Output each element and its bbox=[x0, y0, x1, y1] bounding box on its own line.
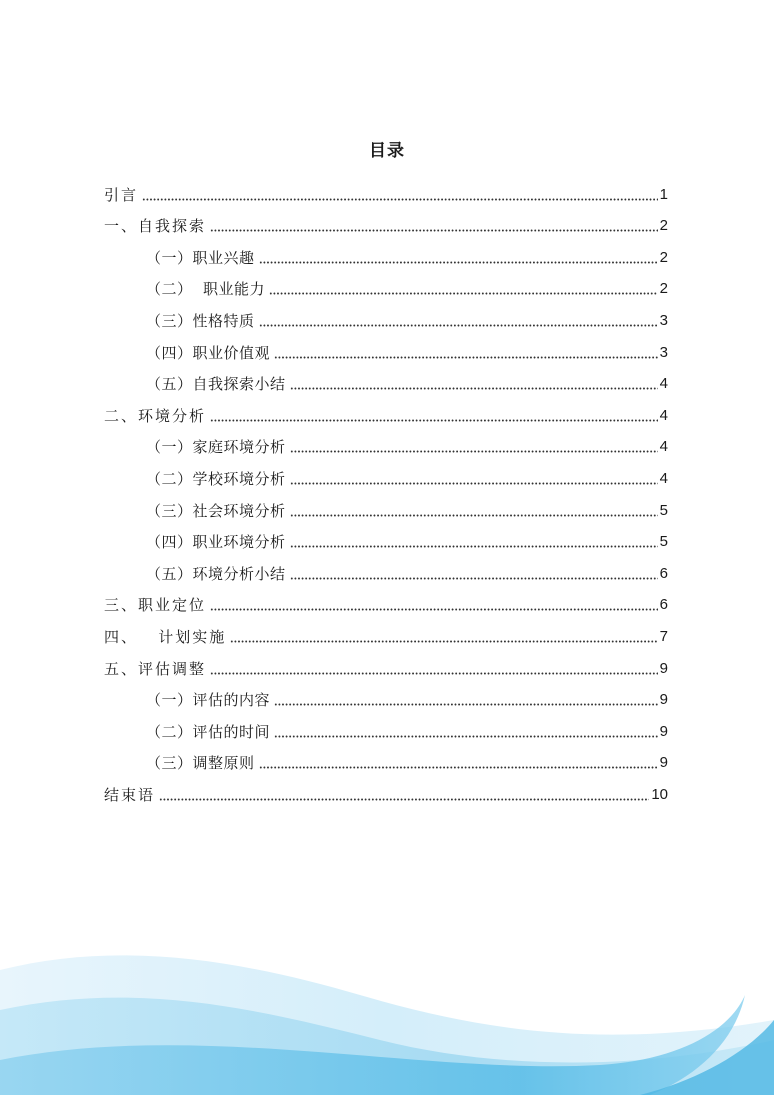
toc-entry-text: （三）调整原则 bbox=[146, 754, 255, 773]
toc-entry-text: （二）评估的时间 bbox=[146, 722, 271, 741]
toc-title: 目录 bbox=[369, 141, 405, 161]
toc-leader-dots bbox=[210, 405, 658, 427]
toc-leader-dots bbox=[274, 721, 658, 743]
toc-leader-dots bbox=[259, 310, 658, 332]
toc-leader-dots bbox=[230, 626, 657, 648]
toc-entry-career-values[interactable] bbox=[0, 332, 668, 364]
table-of-contents bbox=[0, 174, 774, 806]
toc-entry-career-positioning[interactable] bbox=[0, 585, 668, 617]
toc-entry-text: 三、职业定位 bbox=[104, 596, 207, 615]
toc-entry-evaluation-content[interactable] bbox=[0, 680, 668, 712]
toc-leader-dots bbox=[290, 500, 658, 522]
toc-entry-adjustment-principles[interactable] bbox=[0, 743, 668, 775]
toc-leader-dots bbox=[274, 689, 658, 711]
toc-entry-text: （五）自我探索小结 bbox=[146, 375, 286, 394]
toc-entry-environment-summary[interactable] bbox=[0, 553, 668, 585]
toc-entry-text: 一、自我探索 bbox=[104, 217, 207, 236]
decorative-wave-background bbox=[0, 900, 774, 1095]
toc-page-number: 9 bbox=[659, 659, 668, 677]
toc-leader-dots bbox=[290, 563, 658, 585]
toc-entry-text: 五、评估调整 bbox=[104, 659, 207, 678]
toc-leader-dots bbox=[259, 752, 658, 774]
toc-entry-social-environment[interactable] bbox=[0, 490, 668, 522]
toc-entry-text: （四）职业价值观 bbox=[146, 343, 271, 362]
toc-page-number: 5 bbox=[659, 533, 668, 551]
toc-entry-conclusion[interactable] bbox=[0, 774, 668, 806]
toc-entry-environment-analysis[interactable] bbox=[0, 395, 668, 427]
toc-entry-evaluation-time[interactable] bbox=[0, 711, 668, 743]
toc-page-number: 6 bbox=[659, 564, 668, 582]
toc-entry-text: 引言 bbox=[104, 185, 139, 204]
toc-leader-dots bbox=[290, 531, 658, 553]
toc-page-number: 4 bbox=[659, 375, 668, 393]
toc-page-number: 4 bbox=[659, 406, 668, 424]
toc-page-number: 10 bbox=[651, 785, 668, 803]
toc-entry-text: （三）社会环境分析 bbox=[146, 501, 286, 520]
toc-entry-career-environment[interactable] bbox=[0, 522, 668, 554]
toc-page-number: 2 bbox=[659, 248, 668, 266]
toc-entry-text: （二） 职业能力 bbox=[146, 280, 266, 299]
toc-entry-career-interest[interactable] bbox=[0, 237, 668, 269]
toc-entry-text: （一）家庭环境分析 bbox=[146, 438, 286, 457]
toc-leader-dots bbox=[142, 184, 658, 206]
toc-leader-dots bbox=[290, 373, 658, 395]
toc-leader-dots bbox=[290, 468, 658, 490]
toc-page-number: 7 bbox=[659, 627, 668, 645]
toc-leader-dots bbox=[210, 658, 658, 680]
toc-page-number: 3 bbox=[659, 343, 668, 361]
toc-entry-personality[interactable] bbox=[0, 300, 668, 332]
toc-leader-dots bbox=[210, 594, 658, 616]
toc-leader-dots bbox=[210, 215, 658, 237]
toc-entry-career-ability[interactable] bbox=[0, 269, 668, 301]
toc-entry-introduction[interactable] bbox=[0, 174, 668, 206]
toc-entry-evaluation-adjustment[interactable] bbox=[0, 648, 668, 680]
toc-page-number: 2 bbox=[659, 217, 668, 235]
toc-page-number: 9 bbox=[659, 691, 668, 709]
toc-page-number: 4 bbox=[659, 438, 668, 456]
toc-entry-text: 二、环境分析 bbox=[104, 406, 207, 425]
toc-entry-text: （二）学校环境分析 bbox=[146, 469, 286, 488]
toc-entry-text: 四、 计划实施 bbox=[104, 627, 227, 646]
toc-entry-text: 结束语 bbox=[104, 785, 156, 804]
toc-leader-dots bbox=[274, 342, 658, 364]
toc-page-number: 9 bbox=[659, 722, 668, 740]
toc-page-number: 9 bbox=[659, 754, 668, 772]
toc-leader-dots bbox=[259, 247, 658, 269]
toc-page-number: 5 bbox=[659, 501, 668, 519]
toc-entry-text: （五）环境分析小结 bbox=[146, 564, 286, 583]
toc-entry-family-environment[interactable] bbox=[0, 427, 668, 459]
toc-entry-self-summary[interactable] bbox=[0, 364, 668, 396]
toc-entry-text: （三）性格特质 bbox=[146, 311, 255, 330]
toc-page-number: 6 bbox=[659, 596, 668, 614]
toc-leader-dots bbox=[290, 436, 658, 458]
toc-page-number: 2 bbox=[659, 280, 668, 298]
toc-leader-dots bbox=[269, 278, 658, 300]
toc-entry-text: （一）职业兴趣 bbox=[146, 248, 255, 267]
toc-entry-plan-implementation[interactable] bbox=[0, 616, 668, 648]
toc-page-number: 3 bbox=[659, 311, 668, 329]
toc-entry-text: （一）评估的内容 bbox=[146, 691, 271, 710]
toc-entry-school-environment[interactable] bbox=[0, 458, 668, 490]
toc-entry-self-exploration[interactable] bbox=[0, 206, 668, 238]
toc-page-number: 1 bbox=[659, 185, 668, 203]
toc-entry-text: （四）职业环境分析 bbox=[146, 533, 286, 552]
toc-leader-dots bbox=[159, 784, 649, 806]
toc-page-number: 4 bbox=[659, 469, 668, 487]
